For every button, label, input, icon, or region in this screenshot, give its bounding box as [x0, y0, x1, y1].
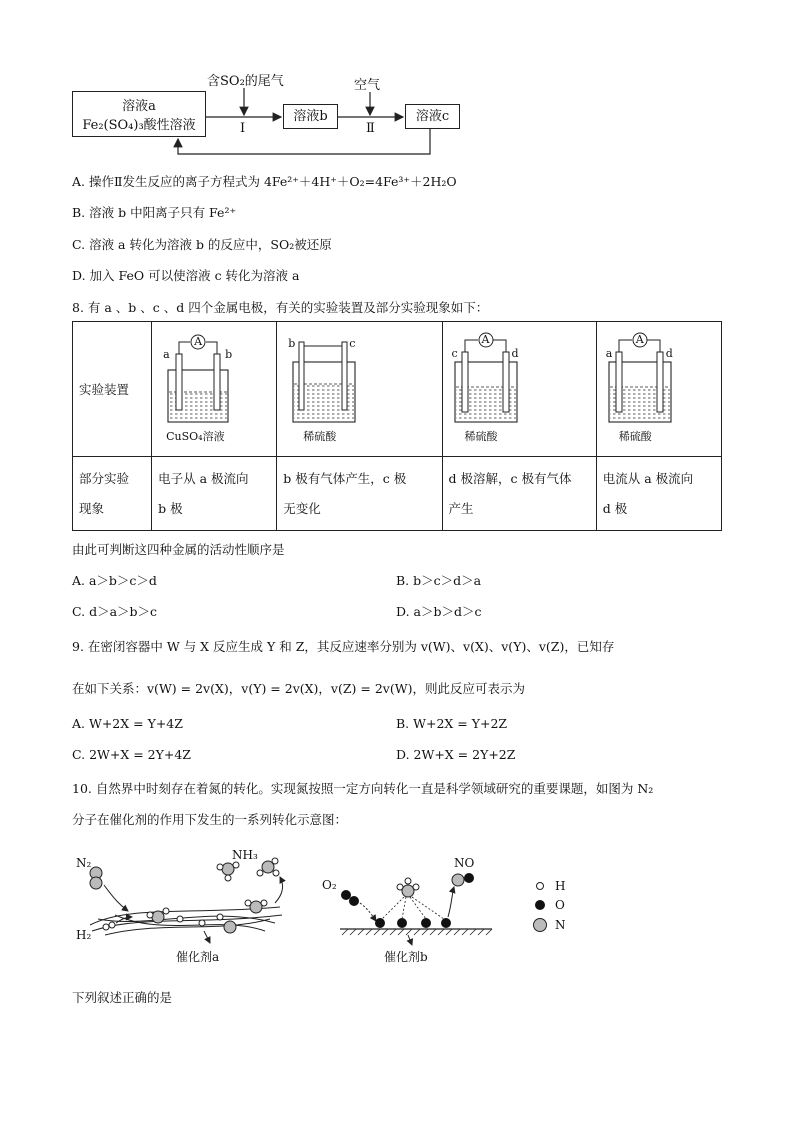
h2-label: H₂: [76, 928, 92, 942]
q7-option-a: A. 操作Ⅱ发生反应的离子方程式为 4Fe²⁺＋4H⁺＋O₂=4Fe³⁺＋2H₂O: [72, 174, 457, 189]
q7-option-c: C. 溶液 a 转化为溶液 b 的反应中，SO₂被还原: [72, 237, 332, 252]
o2-label: O₂: [322, 878, 337, 892]
apparatus-3-right-electrode: d: [511, 347, 519, 360]
phenomena-header: 部分实验 现象: [73, 457, 152, 531]
phenomenon-2: b 极有气体产生，c 极 无变化: [277, 457, 442, 531]
apparatus-2-solution: 稀硫酸: [303, 430, 337, 443]
q10-stem-line2: 分子在催化剂的作用下发生的一系列转化示意图：: [72, 812, 348, 827]
phenomenon-1: 电子从 a 极流向 b 极: [152, 457, 277, 531]
solution-b-label: 溶液b: [293, 109, 328, 124]
legend-o: O: [555, 898, 565, 912]
n2-label: N₂: [76, 856, 92, 870]
q7-option-b: B. 溶液 b 中阳离子只有 Fe²⁺: [72, 205, 237, 220]
no-label: NO: [454, 856, 475, 870]
apparatus-1-meter: A: [194, 335, 203, 348]
q9-option-a: A. W+2X = Y+4Z: [72, 716, 183, 731]
apparatus-4-solution: 稀硫酸: [618, 430, 652, 443]
step-one-label: Ⅰ: [240, 121, 246, 136]
q10-question: 下列叙述正确的是: [72, 990, 173, 1005]
q8-option-c: C. d＞a＞b＞c: [72, 604, 158, 619]
legend-n: N: [555, 918, 566, 932]
q8-option-b: B. b＞c＞d＞a: [396, 573, 482, 588]
apparatus-1-right-electrode: b: [225, 348, 233, 361]
catalyst-b-label: 催化剂b: [384, 950, 428, 964]
apparatus-1-solution: CuSO₄溶液: [166, 430, 225, 443]
air-label: 空气: [354, 78, 381, 93]
flow-arrows: [0, 0, 794, 170]
q9-stem-line1: 9. 在密闭容器中 W 与 X 反应生成 Y 和 Z，其反应速率分别为 v(W)、v(X)、v(Y)、v(Z)，已知存: [72, 639, 615, 654]
phenomenon-3: d 极溶解，c 极有气体 产生: [442, 457, 596, 531]
apparatus-4-left-electrode: a: [605, 347, 613, 360]
apparatus-2-right-electrode: c: [349, 337, 356, 350]
apparatus-2-left-electrode: b: [288, 337, 296, 350]
atom-legend: [530, 878, 550, 938]
apparatus-3-solution: 稀硫酸: [464, 430, 498, 443]
apparatus-3: [442, 322, 596, 457]
q7-option-d: D. 加入 FeO 可以使溶液 c 转化为溶液 a: [72, 268, 300, 283]
apparatus-4-meter: A: [635, 333, 644, 346]
catalyst-a-label: 催化剂a: [176, 950, 220, 964]
q9-option-b: B. W+2X = Y+2Z: [396, 716, 508, 731]
apparatus-1-left-electrode: a: [163, 348, 170, 361]
apparatus-3-left-electrode: c: [451, 347, 458, 360]
q8-conclusion: 由此可判断这四种金属的活动性顺序是: [72, 542, 285, 557]
step-two-label: Ⅱ: [366, 121, 375, 136]
q8-stem: 8. 有 a 、b 、c 、d 四个金属电极，有关的实验装置及部分实验现象如下：: [72, 300, 489, 315]
tail-gas-label: 含SO₂的尾气: [207, 74, 284, 89]
catalyst-a-figure: [70, 845, 300, 955]
legend-h: H: [555, 879, 566, 893]
solution-a-formula: Fe₂(SO₄)₃酸性溶液: [82, 118, 196, 133]
apparatus-1: [152, 322, 277, 457]
q8-option-d: D. a＞b＞d＞c: [396, 604, 482, 619]
experiment-table: [72, 321, 722, 531]
q9-stem-line2: 在如下关系：v(W) = 2v(X)，v(Y) = 2v(X)，v(Z) = 2v(W)，则此反应可表示为: [72, 681, 525, 696]
q9-option-d: D. 2W+X = 2Y+2Z: [396, 747, 516, 762]
q10-stem-line1: 10. 自然界中时刻存在着氮的转化。实现氮按照一定方向转化一直是科学领域研究的重要课题，如图为 N₂: [72, 781, 654, 796]
apparatus-4: [596, 322, 721, 457]
apparatus-2: [277, 322, 442, 457]
phenomenon-4: 电流从 a 极流向 d 极: [596, 457, 721, 531]
solution-a-label: 溶液a: [122, 99, 156, 114]
apparatus-header: 实验装置: [73, 322, 152, 457]
solution-c-label: 溶液c: [415, 109, 450, 124]
q9-option-c: C. 2W+X = 2Y+4Z: [72, 747, 191, 762]
apparatus-4-right-electrode: d: [665, 347, 673, 360]
nh3-label: NH₃: [232, 848, 258, 862]
q8-option-a: A. a＞b＞c＞d: [72, 573, 157, 588]
apparatus-3-meter: A: [481, 333, 490, 346]
